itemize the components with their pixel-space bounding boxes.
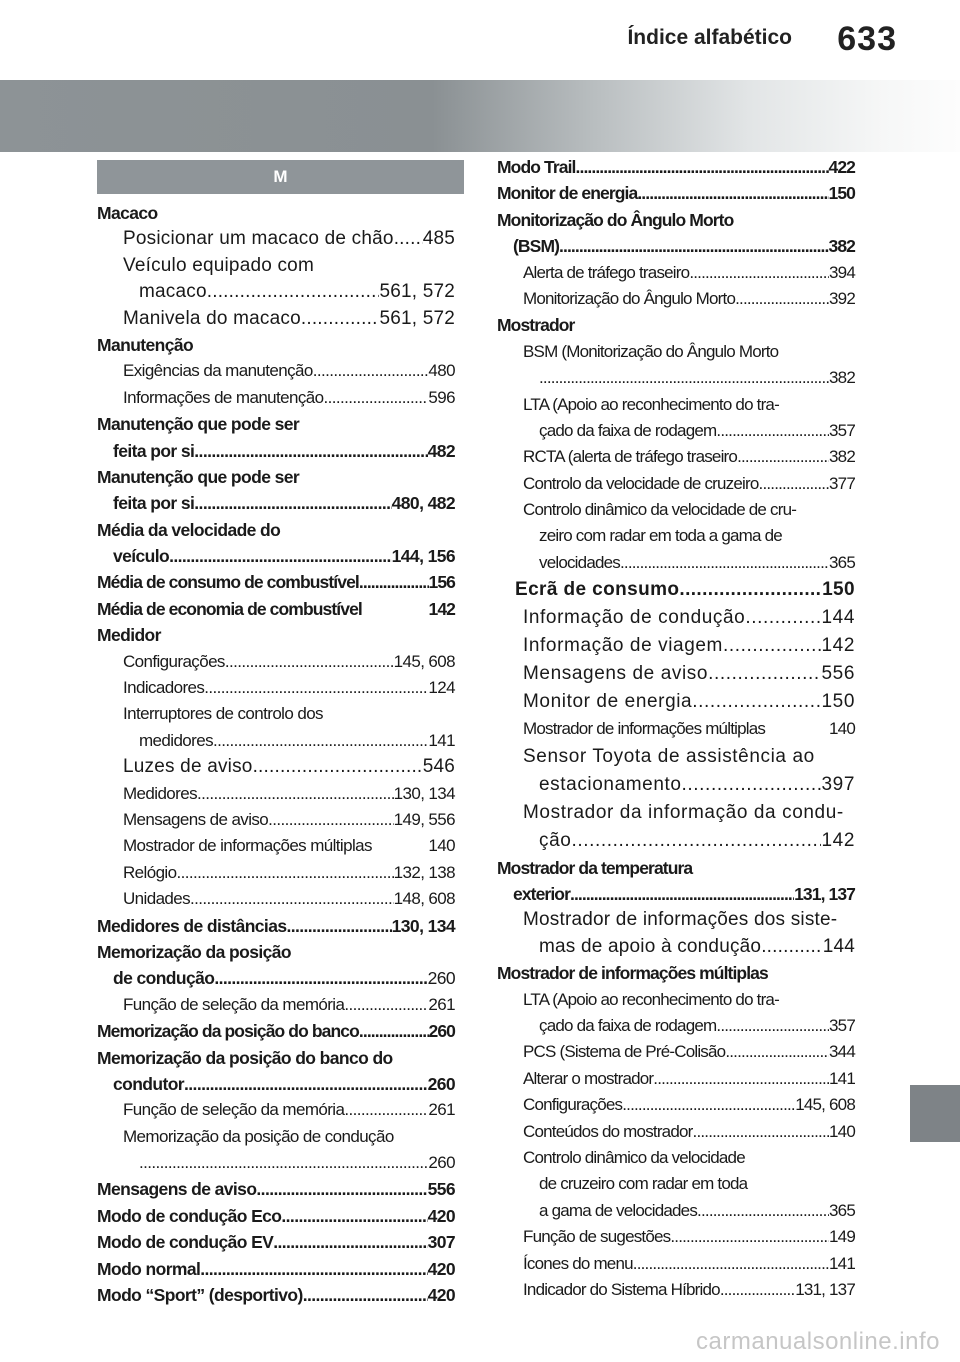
index-entry-text: Mostrador de informações múltiplas: [523, 719, 766, 739]
index-entry: [497, 365, 855, 391]
index-entry-page: 149, 556: [393, 809, 455, 829]
index-entry-text: Conteúdos do mostrador: [523, 1121, 693, 1141]
index-entry: [97, 860, 455, 886]
index-entry-text: LTA (Apoio ao reconhecimento do tra-: [523, 394, 779, 414]
index-entry: [97, 649, 455, 675]
index-entry-text: Memorização da posição do banco: [97, 1021, 359, 1042]
index-entry-page: 145, 608: [393, 651, 455, 671]
dot-leader: [689, 260, 829, 286]
page-number: 633: [837, 20, 897, 58]
index-entry-text: Mensagens de aviso: [123, 809, 269, 829]
dot-leader: [204, 675, 428, 701]
index-entry: [97, 200, 455, 226]
index-entry-text: Veículo equipado com: [123, 254, 314, 276]
index-entry-text: Indicadores: [123, 678, 205, 698]
index-entry: [497, 1171, 855, 1197]
index-entry-page: 140: [829, 1121, 855, 1141]
dot-leader: [359, 1018, 429, 1044]
index-entry-page: 142: [821, 635, 855, 657]
index-entry-text: veículo: [113, 546, 170, 567]
index-entry: [497, 286, 855, 312]
index-entry-text: Mensagens de aviso: [523, 663, 709, 685]
index-entry-text: Informação de condução: [523, 607, 746, 629]
index-entry: [497, 497, 855, 523]
index-entry: [497, 180, 855, 206]
index-entry: [497, 207, 855, 233]
index-entry: [97, 543, 455, 569]
dot-leader: [735, 286, 829, 312]
index-entry-text: (BSM): [513, 236, 560, 257]
index-entry: [97, 833, 455, 859]
index-entry-text: de cruzeiro com radar em toda: [539, 1174, 748, 1194]
index-entry-text: Mostrador da informação da condu-: [523, 801, 844, 823]
index-entry-page: 422: [828, 157, 855, 177]
dot-leader: [286, 913, 391, 939]
index-entry-text: Função de seleção da memória: [123, 1100, 345, 1120]
index-entry-text: Controlo dinâmico da velocidade: [523, 1147, 745, 1167]
index-entry: [97, 1071, 455, 1097]
index-entry: [497, 855, 855, 881]
index-entry: [497, 987, 855, 1013]
index-entry-page: 556: [427, 1179, 455, 1200]
index-entry: [97, 1150, 455, 1176]
index-entry-text: Sensor Toyota de assistência ao: [523, 745, 815, 767]
index-entry-page: 561, 572: [379, 307, 455, 329]
index-entry: [97, 596, 455, 622]
index-entry: [497, 444, 855, 470]
dot-leader: [720, 1277, 795, 1303]
dot-leader: [344, 1097, 428, 1123]
index-entry-text: Função de sugestões: [523, 1227, 671, 1247]
index-entry-page: 141: [829, 1068, 855, 1088]
dot-leader: [139, 1150, 428, 1176]
index-entry: [97, 1018, 455, 1044]
index-entry-page: 596: [428, 387, 455, 407]
index-entry: [497, 1066, 855, 1092]
index-entry-text: Controlo da velocidade de cruzeiro: [523, 473, 759, 493]
dot-leader: [716, 418, 829, 444]
dot-leader: [620, 550, 829, 576]
index-entry-page: 382: [829, 447, 855, 467]
index-entry-text: çado da faixa de rodagem: [539, 420, 717, 440]
index-entry-text: Exigências da manutenção: [123, 361, 313, 381]
index-entry: [497, 418, 855, 444]
dot-leader: [301, 306, 380, 332]
dot-leader: [539, 365, 829, 391]
index-entry-page: 556: [821, 663, 855, 685]
index-entry-page: 144, 156: [391, 546, 455, 567]
dot-leader: [622, 1092, 795, 1118]
index-entry: [97, 939, 455, 965]
index-entry-text: Manivela do macaco: [123, 307, 301, 329]
index-entry: [97, 675, 455, 701]
index-entry-page: 141: [829, 1253, 855, 1273]
dot-leader: [256, 1176, 427, 1202]
index-entry: [97, 1203, 455, 1229]
dot-leader: [273, 1229, 427, 1255]
index-entry-page: 307: [427, 1232, 455, 1253]
index-entry-text: condutor: [113, 1073, 185, 1094]
index-entry: [97, 490, 455, 516]
index-entry-text: Monitorização do Ângulo Morto: [523, 288, 736, 308]
index-entry: [497, 960, 855, 986]
index-entry: [97, 965, 455, 991]
index-entry-text: Controlo dinâmico da velocidade de cru-: [523, 500, 797, 520]
page-header: [0, 0, 960, 80]
index-entry-text: Mostrador da temperatura: [497, 857, 693, 878]
index-entry-page: 260: [427, 1073, 455, 1094]
index-entry-text: Configurações: [523, 1095, 623, 1115]
index-entry-text: Memorização da posição: [97, 941, 291, 962]
index-entry-text: Configurações: [123, 651, 225, 671]
dot-leader: [761, 934, 822, 960]
index-entry: [97, 1124, 455, 1150]
index-entry-text: Memorização da posição de condução: [123, 1126, 394, 1146]
index-entry-text: Posicionar um macaco de chão: [123, 228, 394, 250]
index-entry-text: Modo “Sport” (desportivo): [97, 1285, 303, 1306]
dot-leader: [214, 965, 427, 991]
index-entry: [97, 385, 455, 411]
index-entry-text: Monitorização do Ângulo Morto: [497, 209, 734, 230]
index-entry-page: 397: [821, 773, 855, 795]
dot-leader: [194, 438, 427, 464]
dot-leader: [633, 1251, 829, 1277]
dot-leader: [394, 226, 423, 252]
index-entry-page: 420: [427, 1205, 455, 1226]
index-entry: [497, 660, 855, 688]
index-entry-page: 131, 137: [795, 1279, 855, 1299]
index-entry-page: 260: [427, 968, 455, 989]
dot-leader: [653, 1066, 829, 1092]
section-letter-bar: [97, 160, 464, 194]
index-entry-text: Informação de viagem: [523, 635, 723, 657]
index-entry-text: Manutenção que pode ser: [97, 466, 300, 487]
index-entry-page: 394: [829, 262, 855, 282]
dot-leader: [570, 881, 794, 907]
dot-leader: [303, 1282, 428, 1308]
index-entry: [97, 253, 455, 279]
dot-leader: [194, 490, 391, 516]
index-entry-page: 382: [828, 236, 855, 257]
index-entry-page: 140: [428, 836, 455, 856]
index-entry-page: 482: [427, 440, 455, 461]
index-entry-page: 260: [428, 1021, 455, 1042]
index-entry-text: Mostrador de informações dos siste-: [523, 909, 838, 931]
index-entry-page: 145, 608: [795, 1095, 855, 1115]
dot-leader: [723, 632, 821, 660]
index-entry-text: exterior: [513, 884, 570, 905]
index-entry: [497, 550, 855, 576]
index-entry-text: Função de seleção da memória: [123, 994, 345, 1014]
index-entry-page: 140: [829, 719, 855, 739]
index-entry-text: zeiro com radar em toda a gama de: [539, 526, 782, 546]
index-entry-page: 144: [821, 607, 855, 629]
index-entry: [97, 781, 455, 807]
index-entry-text: Luzes de aviso: [123, 756, 253, 778]
dot-leader: [708, 660, 821, 688]
dot-leader: [197, 781, 394, 807]
index-entry: [97, 728, 455, 754]
dot-leader: [190, 886, 394, 912]
index-entry: [97, 1045, 455, 1071]
index-entry-page: 150: [828, 183, 855, 204]
index-entry-text: Média de economia de combustível: [97, 598, 362, 619]
index-entry-text: Mostrador de informações múltiplas: [497, 963, 768, 984]
index-entry-page: 365: [829, 552, 855, 572]
index-entry-text: de condução: [113, 968, 215, 989]
index-entry-text: a gama de velocidades: [539, 1200, 698, 1220]
index-entry-page: 150: [822, 579, 855, 601]
index-entry-page: 382: [829, 368, 855, 388]
index-entry: [97, 1176, 455, 1202]
dot-leader: [571, 827, 821, 855]
index-entry-text: Mostrador: [497, 315, 575, 336]
index-entry: [497, 471, 855, 497]
index-entry-text: medidores: [139, 730, 213, 750]
index-entry-text: Alterar o mostrador: [523, 1068, 654, 1088]
index-entry: [497, 881, 855, 907]
index-entry-text: Medidor: [97, 625, 161, 646]
index-entry-text: Alerta de tráfego traseiro: [523, 262, 690, 282]
index-entry-page: 420: [427, 1258, 455, 1279]
index-entry-page: 156: [428, 572, 455, 593]
index-entry-text: Média da velocidade do: [97, 519, 281, 540]
index-entry-text: Informações de manutenção: [123, 387, 324, 407]
index-column-left: [97, 200, 455, 1308]
index-entry-text: Mostrador de informações múltiplas: [123, 836, 372, 856]
index-entry-text: ção: [539, 829, 572, 851]
index-entry: [497, 233, 855, 259]
index-entry-text: BSM (Monitorização do Ângulo Morto: [523, 341, 779, 361]
index-entry-text: Ecrã de consumo: [515, 579, 680, 601]
index-entry-page: 485: [422, 228, 455, 250]
dot-leader: [745, 604, 821, 632]
index-entry-text: Média de consumo de combustível: [97, 572, 359, 593]
index-entry-page: 365: [829, 1200, 855, 1220]
dot-leader: [697, 1198, 829, 1224]
index-entry-page: 546: [422, 756, 455, 778]
index-entry-text: RCTA (alerta de tráfego traseiro: [523, 447, 738, 467]
index-entry: [97, 411, 455, 437]
index-entry: [97, 1282, 455, 1308]
index-entry-text: Unidades: [123, 889, 191, 909]
index-column-right: [497, 154, 855, 1303]
watermark: carmanualsonline.info: [696, 1328, 940, 1355]
dot-leader: [716, 1013, 829, 1039]
index-entry-text: Medidores de distâncias: [97, 915, 287, 936]
index-entry-page: 124: [428, 678, 455, 698]
dot-leader: [693, 1119, 830, 1145]
index-entry: [97, 332, 455, 358]
index-entry: [97, 913, 455, 939]
header-banner: [0, 80, 960, 152]
index-entry-text: Modo de condução EV: [97, 1232, 274, 1253]
dot-leader: [207, 279, 380, 305]
dot-leader: [225, 649, 394, 675]
index-entry-page: 261: [428, 1100, 455, 1120]
index-entry: [497, 392, 855, 418]
index-entry-text: mas de apoio à condução: [539, 935, 762, 957]
index-entry-text: macaco: [139, 281, 207, 303]
index-entry: [497, 799, 855, 827]
index-entry-page: 377: [829, 473, 855, 493]
index-entry: [497, 632, 855, 660]
index-entry: [97, 438, 455, 464]
index-entry-page: 261: [428, 994, 455, 1014]
index-entry-text: Ícones do menu: [523, 1253, 633, 1273]
dot-leader: [670, 1224, 829, 1250]
index-entry-page: 149: [829, 1227, 855, 1247]
index-entry-text: velocidades: [539, 552, 620, 572]
section-letter: M: [273, 167, 288, 186]
index-entry-text: Memorização da posição do banco do: [97, 1047, 393, 1068]
dot-leader: [725, 1039, 829, 1065]
index-entry-page: 480: [428, 361, 455, 381]
index-entry: [497, 1119, 855, 1145]
index-entry: [497, 688, 855, 716]
index-entry: [497, 1198, 855, 1224]
index-entry-text: Relógio: [123, 862, 177, 882]
index-entry: [497, 604, 855, 632]
chapter-tab: [910, 1085, 960, 1142]
index-entry-page: 132, 138: [393, 862, 455, 882]
index-entry: [97, 701, 455, 727]
dot-leader: [213, 728, 428, 754]
index-entry-page: 130, 134: [393, 783, 455, 803]
index-entry: [497, 1251, 855, 1277]
index-entry-text: feita por si: [113, 493, 195, 514]
index-entry-page: 480, 482: [391, 493, 455, 514]
index-entry-text: Macaco: [97, 203, 158, 223]
index-entry-text: Mensagens de aviso: [97, 1179, 257, 1200]
index-entry: [97, 886, 455, 912]
index-entry: [497, 312, 855, 338]
index-entry-text: Interruptores de controlo dos: [123, 704, 323, 724]
index-entry: [497, 771, 855, 799]
dot-leader: [169, 543, 392, 569]
index-entry: [497, 743, 855, 771]
dot-leader: [737, 444, 829, 470]
dot-leader: [176, 860, 393, 886]
dot-leader: [344, 992, 428, 1018]
index-entry: [97, 1256, 455, 1282]
dot-leader: [359, 569, 429, 595]
index-entry-text: Modo normal: [97, 1258, 201, 1279]
index-entry-page: 131, 137: [794, 884, 855, 905]
index-entry: [497, 339, 855, 365]
index-entry: [497, 1092, 855, 1118]
index-entry-page: 148, 608: [393, 889, 455, 909]
index-entry: [97, 622, 455, 648]
index-entry-page: 420: [427, 1285, 455, 1306]
index-entry: [497, 934, 855, 960]
index-entry: [97, 464, 455, 490]
index-entry: [497, 1145, 855, 1171]
index-entry-text: çado da faixa de rodagem: [539, 1015, 717, 1035]
index-entry: [497, 907, 855, 933]
index-entry: [97, 358, 455, 384]
index-entry: [97, 517, 455, 543]
index-entry-text: Medidores: [123, 783, 197, 803]
index-entry-text: estacionamento: [539, 773, 682, 795]
dot-leader: [682, 771, 822, 799]
dot-leader: [679, 576, 822, 604]
header-title: Índice alfabético: [627, 26, 792, 49]
index-entry-text: Monitor de energia: [497, 183, 638, 204]
dot-leader: [323, 385, 428, 411]
index-entry-page: 357: [829, 420, 855, 440]
index-entry-text: Manutenção que pode ser: [97, 414, 300, 435]
index-entry: [97, 306, 455, 332]
index-entry: [497, 1277, 855, 1303]
index-entry: [497, 1039, 855, 1065]
index-entry-page: 144: [822, 935, 855, 957]
dot-leader: [692, 688, 821, 716]
index-entry: [497, 260, 855, 286]
index-entry: [97, 279, 455, 305]
index-entry-text: Modo de condução Eco: [97, 1205, 282, 1226]
index-entry: [497, 1224, 855, 1250]
index-entry: [97, 807, 455, 833]
dot-leader: [268, 807, 393, 833]
dot-leader: [253, 754, 423, 780]
index-entry: [97, 992, 455, 1018]
index-entry-page: 357: [829, 1015, 855, 1035]
dot-leader: [281, 1203, 427, 1229]
index-entry: [497, 1013, 855, 1039]
index-entry-text: Modo Trail: [497, 157, 576, 177]
dot-leader: [184, 1071, 428, 1097]
dot-leader: [559, 233, 828, 259]
index-entry-page: 392: [829, 288, 855, 308]
dot-leader: [637, 180, 828, 206]
index-entry: [497, 523, 855, 549]
index-entry-text: Indicador do Sistema Híbrido: [523, 1279, 720, 1299]
index-entry-page: 561, 572: [379, 281, 455, 303]
index-entry: [97, 226, 455, 252]
index-entry-page: 260: [428, 1153, 455, 1173]
index-entry: [497, 827, 855, 855]
index-entry: [497, 154, 855, 180]
index-entry-page: 142: [821, 829, 855, 851]
index-entry: [497, 576, 855, 604]
index-entry-page: 130, 134: [391, 915, 455, 936]
index-entry-text: Monitor de energia: [523, 691, 693, 713]
index-entry-page: 150: [821, 691, 855, 713]
index-entry-text: LTA (Apoio ao reconhecimento do tra-: [523, 989, 779, 1009]
index-entry-page: 344: [829, 1042, 855, 1062]
index-entry: [97, 1097, 455, 1123]
dot-leader: [200, 1256, 427, 1282]
index-entry-text: PCS (Sistema de Pré-Colisão: [523, 1042, 726, 1062]
index-entry: [97, 1229, 455, 1255]
index-entry-page: 142: [428, 598, 455, 619]
index-entry: [97, 569, 455, 595]
index-entry: [97, 754, 455, 780]
index-entry: [497, 716, 855, 742]
dot-leader: [313, 358, 429, 384]
index-entry-page: 141: [428, 730, 455, 750]
index-entry-text: Manutenção: [97, 334, 194, 355]
dot-leader: [759, 471, 830, 497]
index-entry-text: feita por si: [113, 440, 195, 461]
dot-leader: [576, 154, 829, 180]
